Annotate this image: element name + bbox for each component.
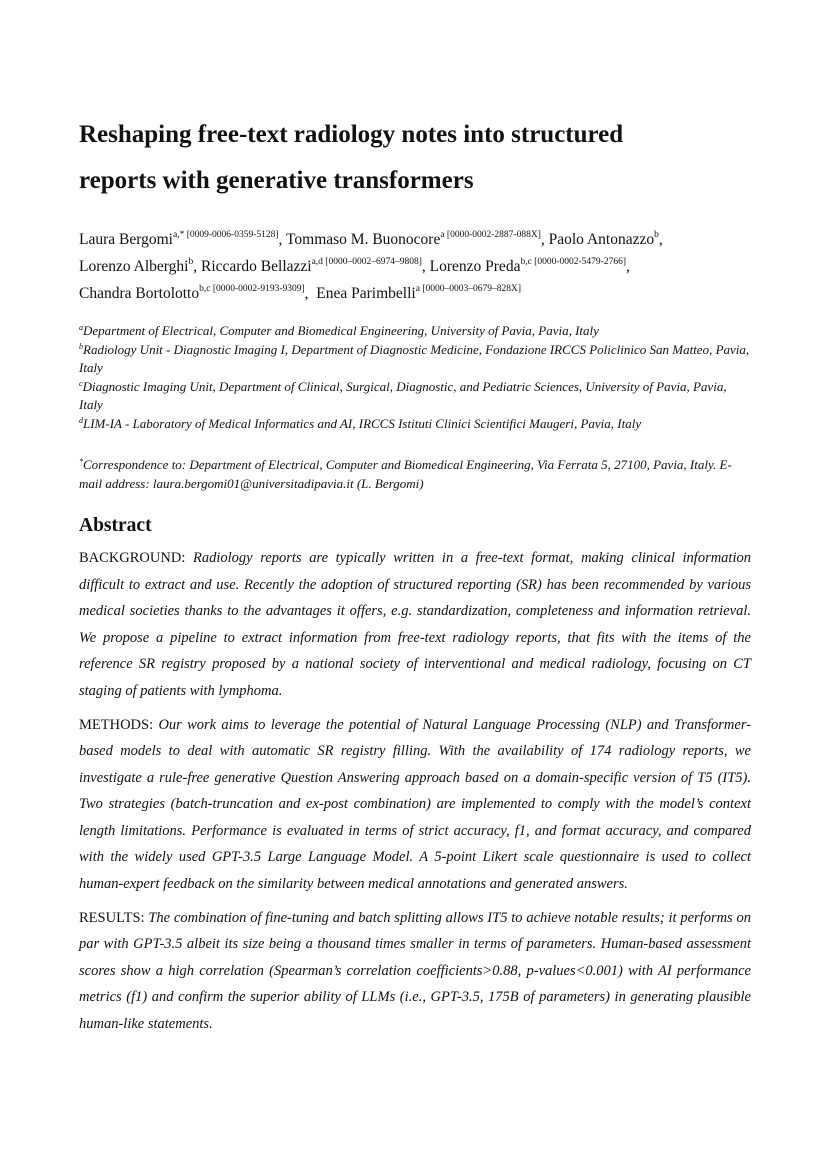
author-name: Lorenzo Preda [429, 258, 521, 275]
author-separator: , [421, 258, 430, 275]
author-separator: , [193, 258, 201, 275]
author-name: Lorenzo Alberghi [79, 258, 189, 275]
author-separator: , [540, 231, 549, 248]
section-label: RESULTS: [79, 909, 145, 926]
abstract-results [79, 905, 751, 1038]
author-affiliation-orcid: b [654, 230, 659, 240]
affiliation-marker: a [79, 323, 83, 332]
author-affiliation-orcid: a [0000-0002-2887-088X] [440, 230, 541, 240]
correspondence-note [79, 456, 751, 493]
author-affiliation-orcid: b,c [0000-0002-5479-2766] [520, 257, 626, 267]
author-separator: , [304, 285, 317, 302]
section-text: The combination of fine-tuning and batch splitting allows IT5 to achieve notable results; it performs on par with GPT-3.5 albeit its size being a thousand times smaller in terms of parameters. Human-based assessment scores show a high correlation (Spearman’s correlation coefficients>0.88, p-values<0.001) with AI performance metrics (f1) and confirm the superior ability of LLMs (i.e., GPT-3.5, 175B of parameters) in generating plausible human-like statements. [79, 909, 752, 1032]
author-affiliation-orcid: b,c [0000-0002-9193-9309] [199, 284, 305, 294]
correspondence-marker: * [79, 457, 83, 466]
title-line-1: Reshaping free-text radiology notes into structured [79, 121, 624, 148]
abstract-methods [79, 712, 751, 898]
affiliation-a [79, 322, 751, 341]
affiliation-text: LIM-IA - Laboratory of Medical Informatics and AI, IRCCS Istituti Clinici Scientifici Maugeri, Pavia, Italy [83, 415, 642, 431]
abstract-body [79, 545, 751, 1045]
section-text: Our work aims to leverage the potential of Natural Language Processing (NLP) and Transformer-based models to deal with automatic SR registry filling. With the availability of 174 radiology reports, we investigate a rule-free generative Question Answering approach based on a domain-specific version of T5 (IT5). Two strategies (batch-truncation and ex-post combination) are implemented to comply with the model’s context length limitations. Performance is evaluated in terms of strict accuracy, f1, and format accuracy, and compared with the widely used GPT-3.5 Large Language Model. A 5-point Likert scale questionnaire is used to collect human-expert feedback on the similarity between medical annotations and generated answers. [79, 716, 751, 892]
section-label: METHODS: [79, 716, 154, 733]
abstract-background [79, 545, 751, 704]
author-affiliation-orcid: a,* [0009-0006-0359-5128] [172, 230, 279, 240]
affiliation-text: Radiology Unit - Diagnostic Imaging I, Department of Diagnostic Medicine, Fondazione IRCCS Policlinico San Matteo, Pavia, Italy [79, 341, 750, 375]
author-affiliation-orcid: a,d [0000–0002–6974–9808] [311, 257, 422, 267]
author-separator: , [626, 258, 630, 275]
author-list [79, 226, 751, 307]
author-affiliation-orcid: a [0000–0003–0679–828X] [415, 284, 522, 294]
author-name: Tommaso M. Buonocore [286, 231, 441, 248]
affiliation-marker: c [79, 378, 83, 388]
correspondence-text: Correspondence to: Department of Electrical, Computer and Biomedical Engineering, Via Ferrata 5, 27100, Pavia, Italy. E-mail address: laura.bergomi01@universitadipavia.it (L. Bergomi) [79, 457, 732, 491]
author-separator: , [658, 231, 663, 248]
author-name: Riccardo Bellazzi [200, 258, 312, 275]
affiliation-b [79, 341, 751, 378]
author-name: Enea Parimbelli [316, 285, 416, 302]
affiliation-marker: b [79, 341, 83, 351]
author-affiliation-orcid: b [188, 257, 194, 267]
affiliations [79, 322, 751, 433]
affiliation-text: Department of Electrical, Computer and Biomedical Engineering, University of Pavia, Pavia, Italy [83, 323, 599, 338]
section-label: BACKGROUND: [79, 550, 186, 566]
affiliation-d [79, 415, 751, 434]
author-name: Paolo Antonazzo [548, 231, 655, 248]
paper-title [79, 112, 751, 204]
section-text: Radiology reports are typically written in a free-text format, making clinical information difficult to extract and use. Recently the adoption of structured reporting (SR) has been recommended by various medical societies thanks to the advantages it offers, e.g. standardization, completeness and information retrieval. We propose a pipeline to extract information from free-text radiology reports, that fits with the items of the reference SR registry proposed by a national society of interventional and medical radiology, focusing on CT staging of patients with lymphoma. [79, 550, 751, 699]
author-name: Chandra Bortolotto [79, 285, 200, 302]
title-line-2: reports with generative transformers [79, 167, 474, 194]
affiliation-marker: d [79, 415, 83, 425]
author-name: Laura Bergomi [79, 231, 173, 248]
affiliation-text: Diagnostic Imaging Unit, Department of Clinical, Surgical, Diagnostic, and Pediatric Sciences, University of Pavia, Pavia, Italy [79, 378, 727, 412]
affiliation-c [79, 378, 751, 415]
author-separator: , [278, 231, 287, 248]
abstract-heading: Abstract [79, 515, 152, 536]
